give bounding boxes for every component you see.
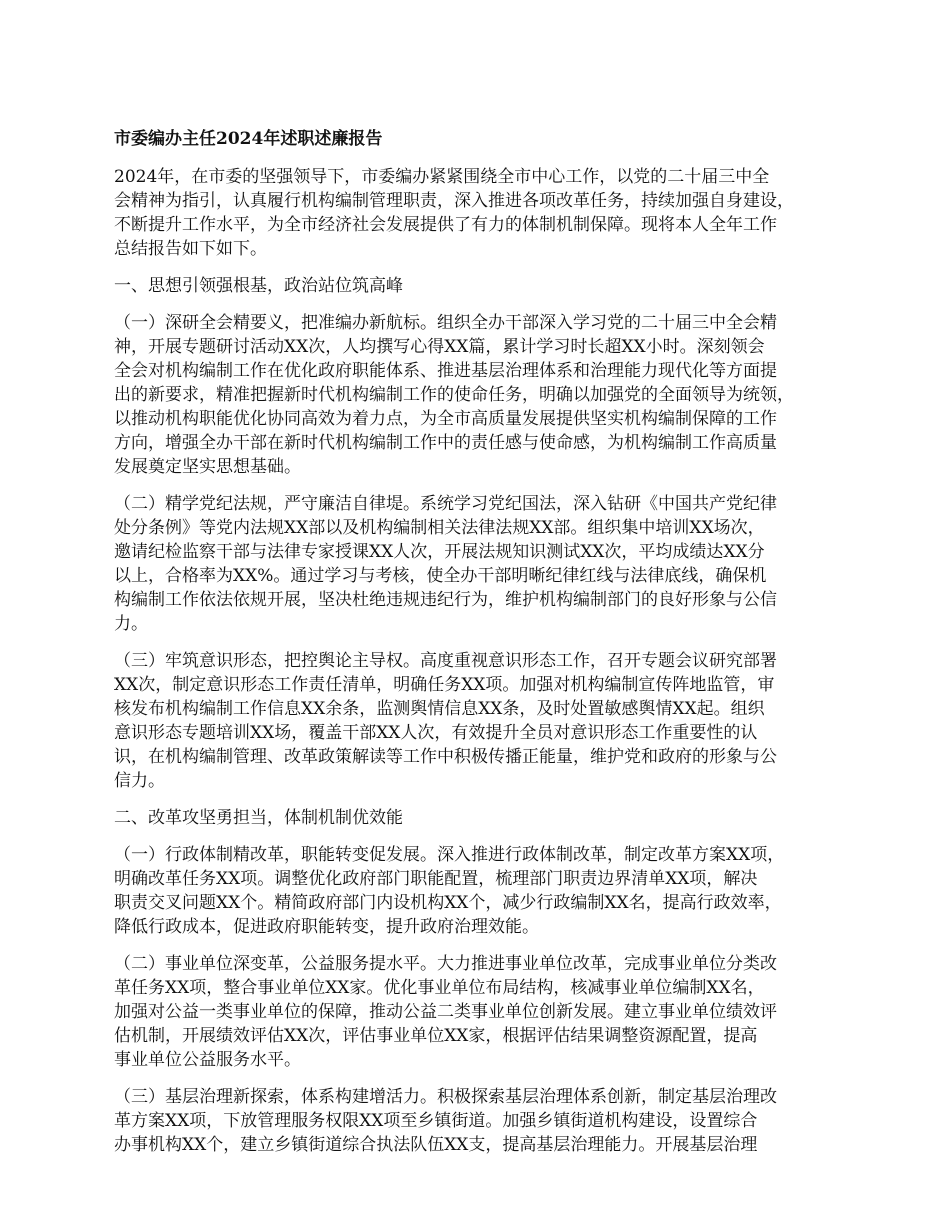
- section-1-paragraph-2: [114, 492, 854, 636]
- text-line: 处分条例》等党内法规XX部以及机构编制相关法律法规XX部。组织集中培训XX场次，: [114, 518, 765, 538]
- text-line: 总结报告如下如下。: [114, 239, 267, 259]
- text-line: （三）基层治理新探索，体系构建增活力。积极探索基层治理体系创新，制定基层治理改: [114, 1087, 777, 1107]
- text-line: 神，开展专题研讨活动XX次，人均撰写心得XX篇，累计学习时长超XX小时。深刻领会: [114, 337, 765, 357]
- text-line: 构编制工作依法依规开展，坚决杜绝违规违纪行为，维护机构编制部门的良好形象与公信: [114, 590, 777, 610]
- text-line: 降低行政成本，促进政府职能转变，提升政府治理效能。: [114, 917, 539, 937]
- text-line: 全会对机构编制工作在优化政府职能体系、推进基层治理体系和治理能力现代化等方面提: [114, 361, 777, 381]
- text-line: 事业单位公益服务水平。: [114, 1050, 301, 1070]
- text-line: 识，在机构编制管理、改革政策解读等工作中积极传播正能量，维护党和政府的形象与公: [114, 747, 777, 767]
- text-line: 核发布机构编制工作信息XX余条，监测舆情信息XX条，及时处置敏感舆情XX起。组织: [114, 699, 765, 719]
- text-line: （一）行政体制精改革，职能转变促发展。深入推进行政体制改革，制定改革方案XX项，: [114, 845, 785, 865]
- section-2-paragraph-1: [114, 843, 854, 939]
- section-heading-1: 一、思想引领强根基，政治站位筑高峰: [114, 276, 403, 296]
- text-line: 以推动机构职能优化协同高效为着力点，为全市高质量发展提供坚实机构编制保障的工作: [114, 409, 777, 429]
- section-1-paragraph-1: [114, 311, 854, 479]
- section-1-paragraph-3: [114, 649, 854, 793]
- text-line: 2024年，在市委的坚强领导下，市委编办紧紧围绕全市中心工作，以党的二十届三中全: [114, 167, 770, 187]
- intro-paragraph: [114, 165, 854, 261]
- text-line: XX次，制定意识形态工作责任清单，明确任务XX项。加强对机构编制宣传阵地监管，审: [114, 675, 775, 695]
- text-line: 意识形态专题培训XX场，覆盖干部XX人次，有效提升全员对意识形态工作重要性的认: [114, 723, 758, 743]
- text-line: 办事机构XX个，建立乡镇街道综合执法队伍XX支，提高基层治理能力。开展基层治理: [114, 1135, 758, 1155]
- text-line: 明确改革任务XX项。调整优化政府部门职能配置，梳理部门职责边界清单XX项，解决: [114, 869, 758, 889]
- section-heading-2: 二、改革攻坚勇担当，体制机制优效能: [114, 808, 403, 828]
- text-line: （二）事业单位深变革，公益服务提水平。大力推进事业单位改革，完成事业单位分类改: [114, 954, 777, 974]
- text-line: 出的新要求，精准把握新时代机构编制工作的使命任务，明确以加强党的全面领导为统领，: [114, 385, 794, 405]
- document-page: [114, 127, 854, 1170]
- text-line: 力。: [114, 614, 148, 634]
- text-line: 会精神为指引，认真履行机构编制管理职责，深入推进各项改革任务，持续加强自身建设，: [114, 191, 794, 211]
- text-line: 估机制，开展绩效评估XX次，评估事业单位XX家，根据评估结果调整资源配置，提高: [114, 1026, 758, 1046]
- text-line: 加强对公益一类事业单位的保障，推动公益二类事业单位创新发展。建立事业单位绩效评: [114, 1002, 777, 1022]
- text-line: 职责交叉问题XX个。精简政府部门内设机构XX个，减少行政编制XX名，提高行政效率，: [114, 893, 782, 913]
- section-2-paragraph-2: [114, 952, 854, 1072]
- text-line: 以上，合格率为XX%。通过学习与考核，使全办干部明晰纪律红线与法律底线，确保机: [114, 566, 767, 586]
- text-line: 不断提升工作水平，为全市经济社会发展提供了有力的体制机制保障。现将本人全年工作: [114, 215, 777, 235]
- text-line: （三）牢筑意识形态，把控舆论主导权。高度重视意识形态工作，召开专题会议研究部署: [114, 651, 777, 671]
- text-line: 革方案XX项，下放管理服务权限XX项至乡镇街道。加强乡镇街道机构建设，设置综合: [114, 1111, 758, 1131]
- text-line: 信力。: [114, 771, 165, 791]
- text-line: （二）精学党纪法规，严守廉洁自律堤。系统学习党纪国法，深入钻研《中国共产党纪律: [114, 494, 777, 514]
- text-line: 革任务XX项，整合事业单位XX家。优化事业单位布局结构，核减事业单位编制XX名，: [114, 978, 765, 998]
- text-line: （一）深研全会精要义，把准编办新航标。组织全办干部深入学习党的二十届三中全会精: [114, 313, 777, 333]
- text-line: 发展奠定坚实思想基础。: [114, 457, 301, 477]
- text-line: 方向，增强全办干部在新时代机构编制工作中的责任感与使命感，为机构编制工作高质量: [114, 433, 777, 453]
- section-2-paragraph-3: [114, 1085, 854, 1157]
- document-title: 市委编办主任2024年述职述廉报告: [114, 129, 383, 149]
- text-line: 邀请纪检监察干部与法律专家授课XX人次，开展法规知识测试XX次，平均成绩达XX分: [114, 542, 765, 562]
